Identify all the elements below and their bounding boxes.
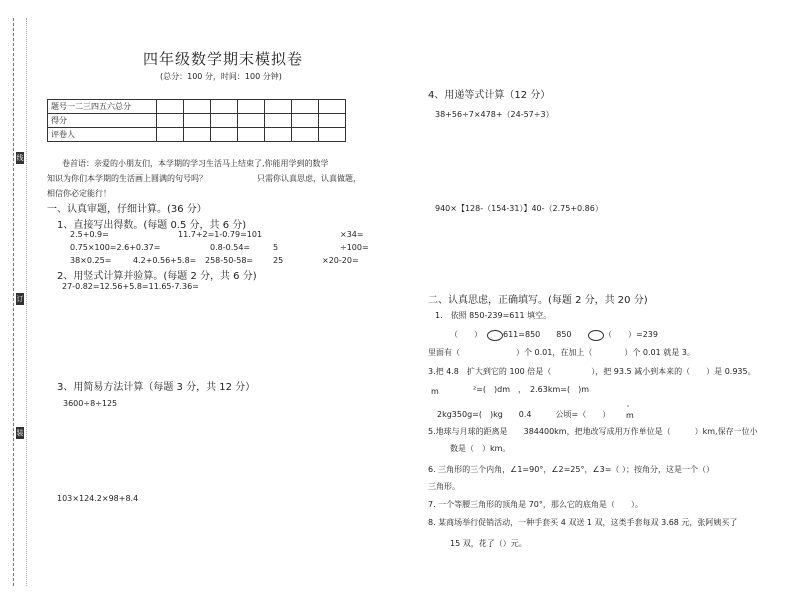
part4-expr-1: 38+56÷7×478+（24-57÷3）: [435, 110, 554, 119]
score-table: [47, 99, 346, 142]
intro-line-2: 知识为你们本学期的生活画上圆满的句号吗？: [47, 174, 207, 183]
binding-label-xian: 线: [16, 154, 24, 162]
part2-q3-unit2: m: [626, 411, 634, 420]
part2-q3c: 2kg350g=( )kg 0.4 公顷=（ ）: [437, 410, 611, 419]
part2-q1-eq: 611=850 850: [503, 330, 572, 339]
part2-q1-eq2: （ ）=239: [604, 330, 658, 339]
binding-line-inner: [26, 18, 27, 586]
q3-expr-1: 3600÷8÷125: [63, 399, 118, 408]
intro-line-2b: 只需你认真思虑，认真做题，: [257, 174, 361, 183]
binding-label-zhuang: 装: [16, 429, 24, 437]
table-cell: 得分: [48, 114, 157, 128]
q1-r1-c1: 2.5+0.9=: [70, 230, 109, 239]
part2-q7: 7. 一个等腰三角形的顶角是 70°，那么它的底角是（ ）。: [428, 500, 643, 509]
q1-r3-c3: 258-50-58=: [205, 256, 254, 265]
table-row: [48, 100, 346, 114]
part2-q6b: 三角形。: [428, 482, 460, 491]
q2-title: 2、用竖式计算并验算。(每题 2 分，共 6 分): [57, 271, 257, 282]
part4-title: 4、用递等式计算（12 分）: [428, 90, 551, 101]
part2-q6: 6. 三角形的三个内角，∠1=90°，∠2=25°，∠3=（ ）；按角分，这是一个（）: [428, 465, 714, 474]
q1-r3-c1: 38×0.25=: [70, 256, 112, 265]
q1-r2-c3: 5: [273, 243, 279, 252]
q2-line: 27-0.82=12.56+5.8=11.65-7.36=: [62, 282, 199, 291]
part2-q8: 8. 某商场举行促销活动，一种手套买 4 双送 1 双，这类手套每双 3.68 元，张阿姨买了: [428, 518, 738, 527]
q1-r2-c4: ÷100=: [340, 243, 369, 252]
q3-expr-2: 103×124.2×98+8.4: [57, 494, 139, 503]
q1-r3-c5: ×20-20=: [322, 256, 359, 265]
part2-q3-sup: ²: [627, 405, 630, 411]
q1-r1-c3: ×34=: [340, 230, 364, 239]
part2-q5a: 5.地球与月球的距离是 384400km，把地改写成用万作单位是（ ）km,保存一位小: [428, 427, 758, 436]
part2-title: 二、认真思虑，正确填写。(每题 2 分，共 20 分): [428, 295, 648, 306]
binding-label-ding: 订: [16, 295, 24, 303]
table-cell: 评卷人: [48, 128, 157, 142]
q1-r2-c1: 0.75×100=2.6+0.37=: [70, 243, 161, 252]
page-title: 四年级数学期末模拟卷: [143, 50, 304, 68]
intro-line-1: 卷首语：亲爱的小朋友们，本学期的学习生活马上结束了,你能用学到的数学: [62, 159, 329, 168]
table-row: [48, 128, 346, 142]
q1-r3-c4: 25: [273, 256, 284, 265]
part2-q3b: ²=( )dm ， 2.63km=( )m: [473, 385, 589, 394]
part2-q8b: 15 双，花了（）元。: [450, 539, 527, 548]
part2-q1-blank: （ ）: [450, 330, 482, 339]
binding-line: [13, 18, 14, 586]
circle-blank-icon: [487, 330, 503, 341]
q1-r2-c2: 0.8-0.54=: [210, 243, 251, 252]
part1-title: 一、认真审题，仔细计算。(36 分）: [47, 204, 207, 215]
q3-title: 3、用简易方法计算（每题 3 分，共 12 分）: [57, 382, 256, 393]
page-subtitle: (总分：100 分，时间：100 分钟): [160, 72, 282, 81]
q1-r1-c2: 11.7+2=1-0.79=101: [178, 230, 263, 239]
table-cell: 题号一二三四五六总分: [48, 100, 157, 114]
part4-expr-2: 940×【128-（154-31）】40-（2.75+0.86）: [435, 204, 603, 213]
circle-blank-icon: [588, 330, 604, 341]
part2-q1d: 里面有（ ）个 0.01，在加上（ ）个 0.01 就是 3。: [428, 348, 695, 357]
intro-line-3: 相信你必定能行！: [47, 189, 111, 198]
part2-q3-unit: m: [431, 387, 439, 396]
part2-q3: 3.把 4.8 扩大到它的 100 倍是（ ），把 93.5 减小到本来的（ ）是 0.935。: [428, 367, 756, 376]
part2-q1: 1. 依照 850-239=611 填空。: [435, 311, 552, 320]
part2-q5b: 数是（ ）km。: [450, 444, 511, 453]
table-row: [48, 114, 346, 128]
q1-title: 1、直接写出得数。(每题 0.5 分，共 6 分): [57, 220, 247, 231]
q1-r3-c2: 4.2+0.56+5.8=: [133, 256, 197, 265]
